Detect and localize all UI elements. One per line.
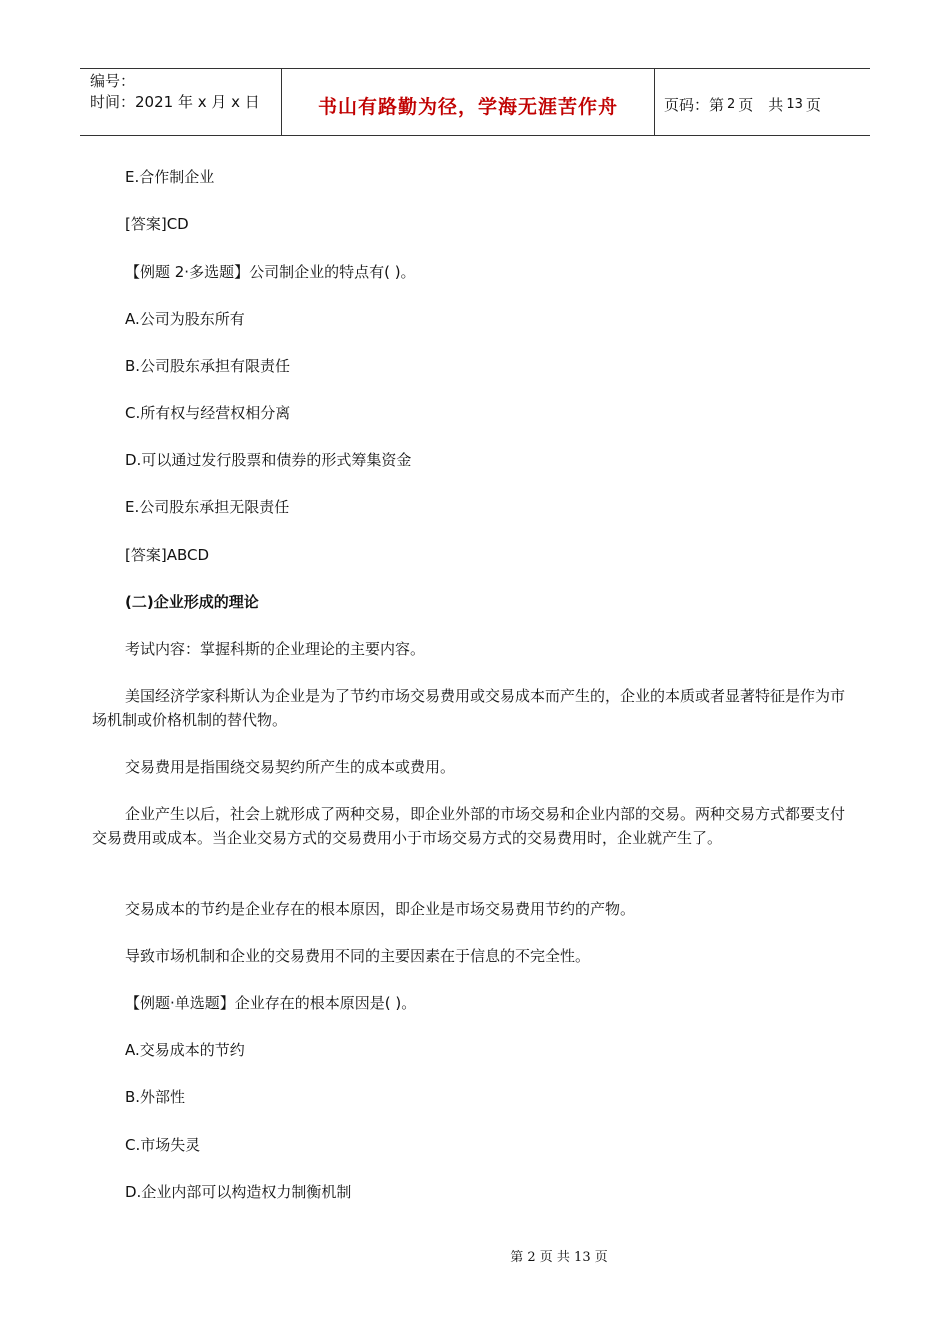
page-prefix: 页码：第 (664, 95, 725, 114)
paragraph: (二)企业形成的理论 (125, 593, 259, 611)
paragraph: [答案]CD (125, 215, 189, 233)
page-middle: 页 共 (738, 95, 784, 114)
footer-page-number: 第 2 页 共 13 页 (510, 1250, 608, 1265)
code-label: 编号： (90, 72, 136, 90)
paragraph: 企业产生以后，社会上就形成了两种交易，即企业外部的市场交易和企业内部的交易。两种交易方式都要支付交易费用或成本。当企业交易方式的交易费用小于市场交易方式的交易费用时，企业就产生了。 (92, 805, 846, 847)
paragraph: 交易成本的节约是企业存在的根本原因，即企业是市场交易费用节约的产物。 (125, 900, 636, 918)
paragraph: 交易费用是指围绕交易契约所产生的成本或费用。 (125, 758, 456, 776)
paragraph: C.市场失灵 (125, 1136, 201, 1154)
paragraph: A.交易成本的节约 (125, 1041, 245, 1059)
paragraph: [答案]ABCD (125, 546, 210, 564)
date-label: 时间：2021 年 x 月 x 日 (90, 93, 260, 111)
header-meta (80, 69, 282, 135)
paragraph: D.企业内部可以构造权力制衡机制 (125, 1183, 352, 1201)
header-page-info (655, 69, 870, 135)
paragraph: E.合作制企业 (125, 168, 215, 186)
paragraph: D.可以通过发行股票和债券的形式筹集资金 (125, 451, 412, 469)
page-total: 13 (786, 96, 803, 112)
paragraph: 【例题 2·多选题】公司制企业的特点有( )。 (125, 263, 416, 281)
header-motto: 书山有路勤为径，学海无涯苦作舟 (282, 69, 655, 135)
page-current: 2 (727, 96, 736, 112)
paragraph: E.公司股东承担无限责任 (125, 498, 290, 516)
paragraph: 导致市场机制和企业的交易费用不同的主要因素在于信息的不完全性。 (125, 947, 591, 965)
paragraph: C.所有权与经营权相分离 (125, 404, 291, 422)
paragraph: 美国经济学家科斯认为企业是为了节约市场交易费用或交易成本而产生的，企业的本质或者显著特征是作为市场机制或价格机制的替代物。 (92, 687, 846, 729)
paragraph: 【例题·单选题】企业存在的根本原因是( )。 (125, 994, 417, 1012)
paragraph: B.公司股东承担有限责任 (125, 357, 291, 375)
page-suffix: 页 (805, 95, 821, 114)
paragraph: 考试内容：掌握科斯的企业理论的主要内容。 (125, 640, 426, 658)
page-footer (0, 1246, 950, 1265)
page-header (80, 68, 870, 136)
paragraph: B.外部性 (125, 1088, 186, 1106)
paragraph: A.公司为股东所有 (125, 310, 245, 328)
